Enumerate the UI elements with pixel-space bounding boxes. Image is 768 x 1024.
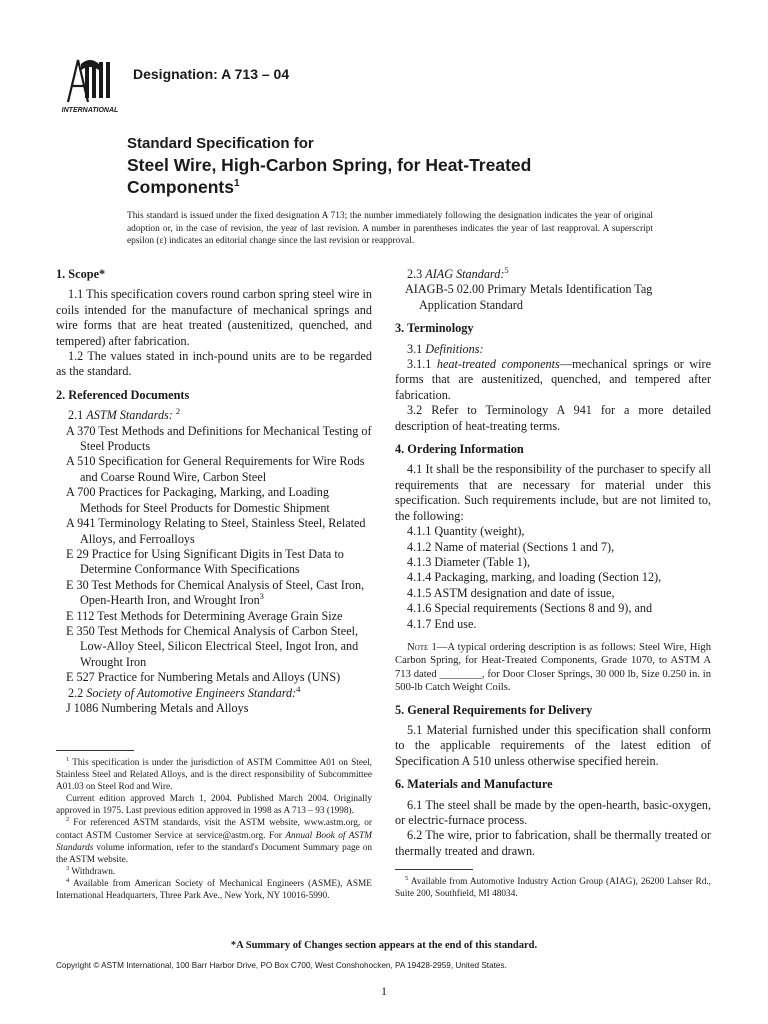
ref-e30 [56, 578, 372, 609]
footnote-divider [56, 750, 134, 751]
footnote-ref-4: 4 [296, 683, 301, 694]
section-2-2-label: Society of Automotive Engineers Standard: [86, 685, 297, 700]
footnotes-left [56, 757, 372, 902]
ref-j1086: J 1086 Numbering Metals and Alloys [66, 700, 249, 715]
title-footnote-ref: 1 [233, 178, 240, 190]
footnote-1 [56, 757, 372, 793]
title-line2: Steel Wire, High-Carbon Spring, for Heat-Treated [127, 155, 532, 175]
footnote-ref-3: 3 [259, 591, 264, 602]
footnote-5 [395, 876, 711, 900]
title-line3-text: Components [127, 177, 234, 197]
section-3-1-num: 3.1 [407, 341, 423, 356]
ref-aiagb5: AIAGB-5 02.00 Primary Metals Identification Tag Application Standard [405, 282, 653, 312]
section-3-1-1-num: 3.1.1 [407, 357, 432, 372]
section-1-2: 1.2 The values stated in inch-pound units are to be regarded as the standard. [56, 349, 372, 379]
footnote-1-mark: 1 [66, 755, 70, 763]
footnote-4-text: Available from American Society of Mechanical Engineers (ASME), ASME International Headquarters, Three Park Ave., New York, NY 10016-5990. [56, 878, 372, 902]
list-item: 4.1.6 Special requirements (Sections 8 and 9), and [407, 601, 653, 616]
section-2-2-num: 2.2 [68, 685, 84, 700]
ref-e350: E 350 Test Methods for Chemical Analysis of Carbon Steel, Low-Alloy Steel, Silicon Electrical Steel, Ingot Iron, and Wrought Iron [66, 623, 359, 669]
section-6-2: 6.2 The wire, prior to fabrication, shall be thermally treated or thermally treated and drawn. [395, 828, 711, 858]
logo-text: INTERNATIONAL [61, 107, 119, 114]
footnote-4-mark: 4 [66, 876, 70, 884]
title-line1: Standard Specification for [127, 135, 314, 152]
footnote-ref-5: 5 [504, 264, 509, 275]
footnote-2-mark: 2 [66, 816, 70, 824]
copyright: Copyright © ASTM International, 100 Barr Harbor Drive, PO Box C700, West Conshohocken, PA 19428-2959, United States. [56, 961, 507, 970]
list-item: 4.1.2 Name of material (Sections 1 and 7), [407, 539, 615, 554]
note-text: 1—A typical ordering description is as follows: Steel Wire, High Carbon Spring, for Heat-Treated Components, Grade 1070, to ASTM A 713 dated ________, for Door Closer Springs, 30 000 lb, Size 0.250 in. in 500-lb Catch Weight Coils. [395, 641, 711, 694]
ref-a370: A 370 Test Methods and Definitions for Mechanical Testing of Steel Products [66, 423, 372, 454]
footnote-2-text-a: For referenced ASTM standards, visit the ASTM website, www.astm.org, or contact ASTM Customer Service at service@astm.org. For [56, 818, 372, 841]
section-3-1 [395, 342, 711, 357]
left-column [56, 267, 372, 716]
footnote-divider [395, 869, 473, 870]
list-item: 4.1.3 Diameter (Table 1), [407, 554, 531, 569]
footnote-2-italic: Annual Book of ASTM Standards [56, 830, 372, 853]
section-2-3-label: AIAG Standard: [425, 267, 505, 281]
summary-of-changes-note: *A Summary of Changes section appears at the end of this standard. [230, 940, 538, 951]
list-item: 4.1.1 Quantity (weight), [407, 524, 525, 539]
definition-text: —mechanical springs or wire forms that are austenitized, quenched, and tempered after fabrication. [395, 357, 712, 402]
ref-e29: E 29 Practice for Using Significant Digits in Test Data to Determine Conformance With Specifications [66, 546, 344, 577]
footnotes-right [395, 876, 711, 900]
section-2-3-num: 2.3 [407, 267, 423, 281]
section-1-1: 1.1 This specification covers round carbon spring steel wire in coils intended for the manufacture of mechanical springs and wire forms that are heat treated (austenitized, quenched, and tempered) after fabrication. [56, 287, 372, 348]
list-item: 4.1.7 End use. [407, 616, 477, 631]
title-block [127, 134, 687, 198]
issued-note: This standard is issued under the fixed designation A 713; the number immediately following the designation indicates the year of original adoption or, in the case of revision, the year of last revision. A number in parentheses indicates the year of last reapproval. A superscript epsilon (ε) indicates an editorial change since the last revision or reapproval. [127, 211, 653, 247]
footnote-4 [56, 878, 372, 902]
footnote-ref-2: 2 [175, 406, 181, 417]
section-5-heading: 5. General Requirements for Delivery [395, 702, 593, 717]
section-2-3 [395, 264, 711, 282]
note-label: Note [407, 641, 429, 653]
footnote-3-text: Withdrawn. [71, 866, 116, 877]
section-2-2 [56, 683, 372, 701]
footnote-3 [56, 866, 372, 878]
ref-a941: A 941 Terminology Relating to Steel, Stainless Steel, Related Alloys, and Ferroalloys [66, 516, 366, 546]
section-2-1-label: ASTM Standards: [86, 408, 173, 423]
list-item: 4.1.4 Packaging, marking, and loading (Section 12), [407, 570, 662, 585]
section-2-1-num: 2.1 [68, 408, 84, 423]
ref-e30-text: E 30 Test Methods for Chemical Analysis of Steel, Cast Iron, Open-Hearth Iron, and Wrought Iron [66, 577, 365, 608]
astm-logo-icon [58, 52, 122, 116]
list-item: 4.1.5 ASTM designation and date of issue, [407, 585, 615, 600]
footnote-2-text-b: volume information, refer to the standard's Document Summary page on the ASTM website. [56, 842, 373, 865]
footnote-5-mark: 5 [405, 874, 409, 882]
term-heat-treated-components: heat-treated components [436, 357, 560, 372]
ref-e527: E 527 Practice for Numbering Metals and Alloys (UNS) [66, 670, 341, 685]
section-4-1: 4.1 It shall be the responsibility of the purchaser to specify all requirements that are necessary for material under this specification. Such requirements include, but are not limited to, the following: [395, 462, 711, 523]
footnote-3-mark: 3 [66, 864, 70, 872]
section-6-1: 6.1 The steel shall be made by the open-hearth, basic-oxygen, or electric-furnace process. [395, 797, 711, 827]
ref-e112: E 112 Test Methods for Determining Average Grain Size [66, 608, 343, 623]
right-column [395, 264, 712, 859]
page-number: 1 [381, 984, 387, 998]
section-3-heading: 3. Terminology [395, 321, 474, 336]
section-4-heading: 4. Ordering Information [395, 442, 524, 457]
section-5-1: 5.1 Material furnished under this specification shall conform to the applicable requirements of the latest edition of Specification A 510 unless otherwise specified herein. [395, 722, 711, 768]
section-2-heading: 2. Referenced Documents [56, 387, 190, 402]
section-3-1-label: Definitions: [425, 341, 484, 356]
title-line3 [127, 176, 687, 198]
section-2-1 [56, 408, 372, 423]
section-6-heading: 6. Materials and Manufacture [395, 777, 553, 792]
section-1-heading: 1. Scope* [56, 267, 106, 281]
note-1 [395, 641, 711, 695]
section-3-2: 3.2 Refer to Terminology A 941 for a more detailed description of heat-treating terms. [395, 403, 711, 433]
section-3-1-1 [395, 357, 711, 403]
ref-a700: A 700 Practices for Packaging, Marking, and Loading Methods for Steel Products for Domestic Shipment [66, 485, 330, 515]
footnote-1-text: This specification is under the jurisdiction of ASTM Committee A01 on Steel, Stainless Steel and Related Alloys, and is the direct responsibility of Subcommittee A01.03 on Steel Rod and Wire. [56, 758, 373, 793]
designation: Designation: A 713 – 04 [133, 66, 290, 82]
footnote-2 [56, 817, 372, 865]
footnote-5-text: Available from Automotive Industry Action Group (AIAG), 26200 Lahser Rd., Suite 200, Southfield, MI 48034. [395, 877, 711, 900]
ref-a510: A 510 Specification for General Requirements for Wire Rods and Coarse Round Wire, Carbon Steel [66, 454, 365, 484]
footnote-1b: Current edition approved March 1, 2004. Published March 2004. Originally approved in 1975. Last previous edition approved in 1998 as A 713 – 93 (1998). [56, 794, 372, 817]
